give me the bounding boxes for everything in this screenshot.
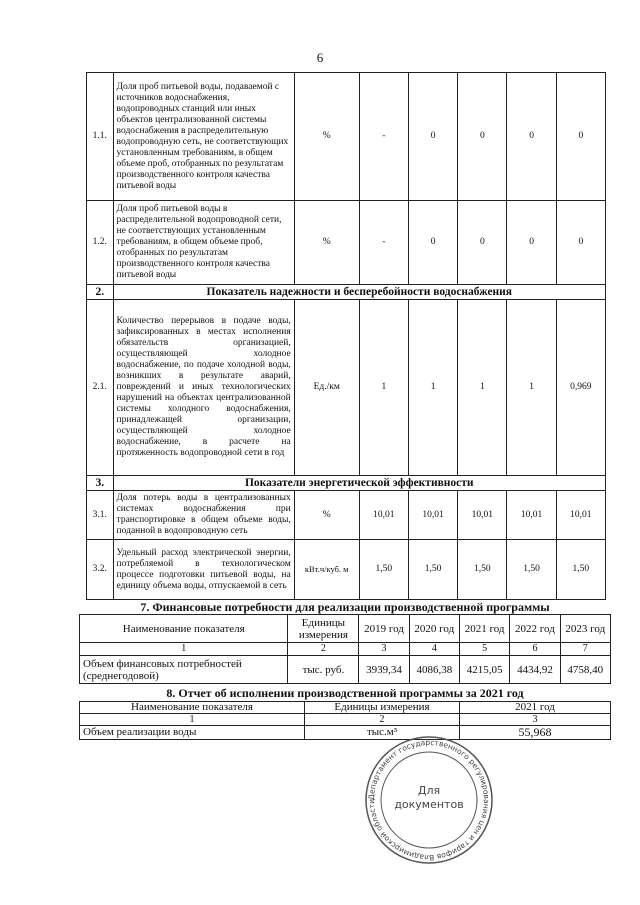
header-year: 2019 год <box>359 615 409 643</box>
table-header-row <box>80 615 611 643</box>
value-cell: 1 <box>458 300 507 476</box>
unit-cell: кВт.ч/куб. м <box>294 540 359 600</box>
column-number: 6 <box>510 643 560 656</box>
value-cell: 1,50 <box>458 540 507 600</box>
table-row <box>80 656 611 684</box>
value-cell: 10,01 <box>359 491 408 540</box>
value-cell: 10,01 <box>408 491 457 540</box>
section-row <box>87 285 606 300</box>
section-number: 3. <box>87 476 114 491</box>
column-number: 5 <box>459 643 509 656</box>
stamp-center-text <box>363 784 495 812</box>
indicator-name: Доля проб питьевой воды, подаваемой с источников водоснабжения, водопроводных станций или иных объектов централизованной системы водоснабжения в распределительную водопроводную сеть, не соответствующих установленным требованиям, в общем объеме проб, отобранных по результатам производственного контроля качества питьевой воды <box>113 73 294 201</box>
header-year: 2020 год <box>409 615 459 643</box>
section-7-heading: 7. Финансовые потребности для реализации производственной программы <box>140 600 550 614</box>
page-number: 6 <box>316 50 324 65</box>
header-name: Наименование показателя <box>80 702 305 714</box>
header-unit: Единицы измерения <box>305 702 460 714</box>
value-cell: 0 <box>556 73 605 201</box>
column-number: 1 <box>80 714 305 726</box>
indicator-name: Объем финансовых потребностей (среднегодовой) <box>80 656 288 684</box>
row-number: 3.1. <box>87 491 114 540</box>
program-report-table <box>79 701 611 740</box>
unit-cell: % <box>294 491 359 540</box>
column-number-row <box>80 643 611 656</box>
financial-needs-table <box>79 614 611 684</box>
header-year: 2021 год <box>459 615 509 643</box>
stamp-ring-text: Департамент государственного регулирования цен и тарифов Владимирской области <box>366 737 492 863</box>
indicator-name: Количество перерывов в подаче воды, зафиксированных в местах исполнения обязательств организацией, осуществляющей холодное водоснабжение, по подаче холодной воды, возникших в результате аварий, повреждений и иных технологических нарушений на объектах централизованной системы холодного водоснабжения, принадлежащей организации, осуществляющей холодное водоснабжение, в расчете на протяженность водопроводной сети в год <box>113 300 294 476</box>
header-year: 2022 год <box>510 615 560 643</box>
value-cell: 1,50 <box>408 540 457 600</box>
section-title: Показатель надежности и бесперебойности водоснабжения <box>113 285 605 300</box>
indicators-table <box>86 72 606 600</box>
header-name: Наименование показателя <box>80 615 288 643</box>
value-cell: 3939,34 <box>359 656 409 684</box>
value-cell: 4758,40 <box>560 656 610 684</box>
header-year: 2021 год <box>460 702 611 714</box>
column-number: 2 <box>288 643 359 656</box>
row-number: 1.1. <box>87 73 114 201</box>
column-number: 4 <box>409 643 459 656</box>
table-row <box>87 201 606 285</box>
stamp-line: документов <box>394 798 464 811</box>
section-row <box>87 476 606 491</box>
indicator-name: Доля потерь воды в централизованных системах водоснабжения при транспортировке в общем объеме воды, поданной в водопроводную сеть <box>113 491 294 540</box>
row-number: 2.1. <box>87 300 114 476</box>
indicator-name: Объем реализации воды <box>80 726 305 740</box>
department-stamp <box>363 734 495 866</box>
section-8-heading: 8. Отчет об исполнении производственной программы за 2021 год <box>166 686 524 700</box>
value-cell: 0 <box>507 73 556 201</box>
column-number: 3 <box>460 714 611 726</box>
value-cell: 1 <box>359 300 408 476</box>
value-cell: 10,01 <box>507 491 556 540</box>
value-cell: 4215,05 <box>459 656 509 684</box>
table-row <box>80 726 611 740</box>
section-title: Показатели энергетической эффективности <box>113 476 605 491</box>
value-cell: 0 <box>408 201 457 285</box>
column-number-row <box>80 714 611 726</box>
unit-cell: % <box>294 73 359 201</box>
value-cell: - <box>359 73 408 201</box>
value-cell: - <box>359 201 408 285</box>
value-cell: 10,01 <box>458 491 507 540</box>
stamp-line: Для <box>417 784 441 797</box>
column-number: 2 <box>305 714 460 726</box>
value-cell: 0 <box>408 73 457 201</box>
header-year: 2023 год <box>560 615 610 643</box>
column-number: 7 <box>560 643 610 656</box>
value-cell: 10,01 <box>556 491 605 540</box>
value-cell: 1,50 <box>556 540 605 600</box>
indicator-name: Доля проб питьевой воды в распределительной водопроводной сети, не соответствующих установленным требованиям, в общем объеме проб, отобранных по результатам производственного контроля качества питьевой воды <box>113 201 294 285</box>
unit-cell: тыс.м³ <box>305 726 460 740</box>
header-unit: Единицы измерения <box>288 615 359 643</box>
value-cell: 4434,92 <box>510 656 560 684</box>
value-cell: 0 <box>458 73 507 201</box>
table-row <box>87 300 606 476</box>
row-number: 3.2. <box>87 540 114 600</box>
value-cell: 1,50 <box>359 540 408 600</box>
value-cell: 0 <box>507 201 556 285</box>
value-cell: 0 <box>458 201 507 285</box>
unit-cell: % <box>294 201 359 285</box>
table-row <box>87 73 606 201</box>
row-number: 1.2. <box>87 201 114 285</box>
value-cell: 0,969 <box>556 300 605 476</box>
table-row <box>87 491 606 540</box>
unit-cell: тыс. руб. <box>288 656 359 684</box>
unit-cell: Ед./км <box>294 300 359 476</box>
value-cell: 55,968 <box>460 726 611 740</box>
value-cell: 1 <box>507 300 556 476</box>
value-cell: 4086,38 <box>409 656 459 684</box>
column-number: 3 <box>359 643 409 656</box>
value-cell: 0 <box>556 201 605 285</box>
value-cell: 1,50 <box>507 540 556 600</box>
indicator-name: Удельный расход электрической энергии, потребляемой в технологическом процессе подготовки питьевой воды, на единицу объема воды, отпускаемой в сеть <box>113 540 294 600</box>
value-cell: 1 <box>408 300 457 476</box>
table-header-row <box>80 702 611 714</box>
section-number: 2. <box>87 285 114 300</box>
table-row <box>87 540 606 600</box>
column-number: 1 <box>80 643 288 656</box>
